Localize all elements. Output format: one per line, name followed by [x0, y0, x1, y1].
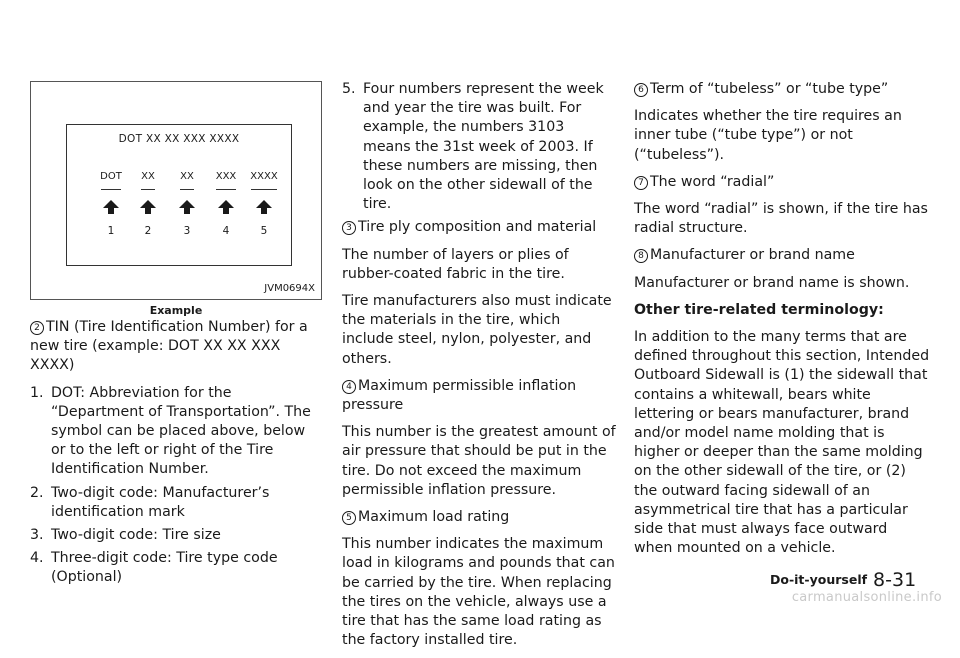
up-arrow-icon — [218, 200, 234, 214]
up-arrow-icon — [140, 200, 156, 214]
circled-number-6-icon: 6 — [634, 83, 648, 97]
figure-caption: Example — [149, 304, 203, 317]
paragraph: Indicates whether the tire requires an inner tube (“tube type”) or not (“tubeless”). — [634, 108, 902, 163]
code-label-xxxx: XXXX — [250, 171, 278, 182]
code-number-2: 2 — [144, 225, 152, 237]
section-name: Do-it-yourself — [770, 572, 868, 587]
circled-number-2-icon: 2 — [30, 321, 44, 335]
other-terminology-heading: Other tire-related terminology: — [634, 301, 884, 318]
underline — [180, 189, 194, 190]
column-1 — [30, 318, 324, 592]
section-heading: 4 Maximum permissible inflation pressure — [342, 377, 577, 414]
circled-number-3-icon: 3 — [342, 221, 356, 235]
tire-code-line: DOT XX XX XXX XXXX — [118, 133, 240, 145]
page-footer — [770, 569, 916, 591]
list-item: 3. Two-digit code: Tire size — [30, 527, 221, 544]
tin-list — [30, 384, 324, 588]
circled-number-5-icon: 5 — [342, 511, 356, 525]
code-label-dot: DOT — [100, 171, 122, 182]
underline — [251, 189, 277, 190]
code-label-xx-1: XX — [141, 171, 155, 182]
code-label-xx-2: XX — [180, 171, 194, 182]
up-arrow-icon — [179, 200, 195, 214]
up-arrow-icon — [256, 200, 272, 214]
section-heading: 7 The word “radial” — [634, 173, 930, 192]
paragraph: Manufacturer or brand name is shown. — [634, 274, 910, 291]
section-heading: 5 Maximum load rating — [342, 508, 616, 527]
code-number-1: 1 — [107, 225, 115, 237]
code-label-xxx: XXX — [215, 171, 237, 182]
tire-code-figure — [30, 81, 322, 300]
page-number: 8-31 — [873, 569, 917, 591]
circled-number-8-icon: 8 — [634, 249, 648, 263]
column-3 — [634, 80, 930, 566]
tin-list-continued — [342, 80, 616, 214]
paragraph: The number of layers or plies of rubber-coated fabric in the tire. — [342, 246, 569, 282]
circled-number-7-icon: 7 — [634, 176, 648, 190]
list-item: 1. DOT: Abbreviation for the “Department of Transportation”. The symbol can be placed above, below or to the left or right of the Tire Identification Number. — [30, 384, 311, 478]
section-heading: 8 Manufacturer or brand name — [634, 246, 930, 265]
paragraph: This number indicates the maximum load in kilograms and pounds that can be carried by the tire. When replacing the tires on the vehicle, always use a tire that has the same load rating as the factory installed tire. — [342, 536, 615, 649]
circled-number-4-icon: 4 — [342, 380, 356, 394]
paragraph: Tire manufacturers also must indicate the materials in the tire, which include steel, nylon, polyester, and others. — [342, 293, 612, 367]
underline — [216, 189, 236, 190]
underline — [141, 189, 155, 190]
paragraph: The word “radial” is shown, if the tire has radial structure. — [634, 201, 928, 237]
figure-id: JVM0694X — [264, 283, 315, 294]
section-heading: 3 Tire ply composition and material — [342, 218, 616, 237]
code-number-5: 5 — [260, 225, 268, 237]
underline — [101, 189, 121, 190]
column-2 — [342, 80, 616, 658]
tin-text: TIN (Tire Identification Number) for a new tire (example: DOT XX XX XXX XXXX) — [30, 319, 308, 374]
paragraph: In addition to the many terms that are defined throughout this section, Intended Outboard Sidewall is (1) the sidewall that contains a whitewall, bears white lettering or bears manufacturer, brand and/or model name molding that is higher or deeper than the same molding on the other sidewall of the tire, or (2) the outward facing sidewall of an asymmetrical tire that has a particular side that must always face outward when mounted on a vehicle. — [634, 329, 930, 557]
list-item: 5. Four numbers represent the week and year the tire was built. For example, the numbers 3103 means the 31st week of 2003. If these numbers are missing, then look on the other sidewall of the tire. — [342, 81, 604, 213]
code-number-3: 3 — [183, 225, 191, 237]
code-number-4: 4 — [222, 225, 230, 237]
watermark: carmanualsonline.info — [791, 590, 942, 605]
list-item: 2. Two-digit code: Manufacturer’s identification mark — [30, 484, 270, 520]
list-item: 4. Three-digit code: Tire type code (Optional) — [30, 550, 278, 586]
tire-code-diagram — [66, 124, 292, 266]
up-arrow-icon — [103, 200, 119, 214]
section-heading: 6 Term of “tubeless” or “tube type” — [634, 80, 930, 99]
tin-paragraph — [30, 318, 324, 376]
paragraph: This number is the greatest amount of air pressure that should be put in the tire. Do not exceed the maximum permissible inflation pressure. — [342, 424, 616, 498]
